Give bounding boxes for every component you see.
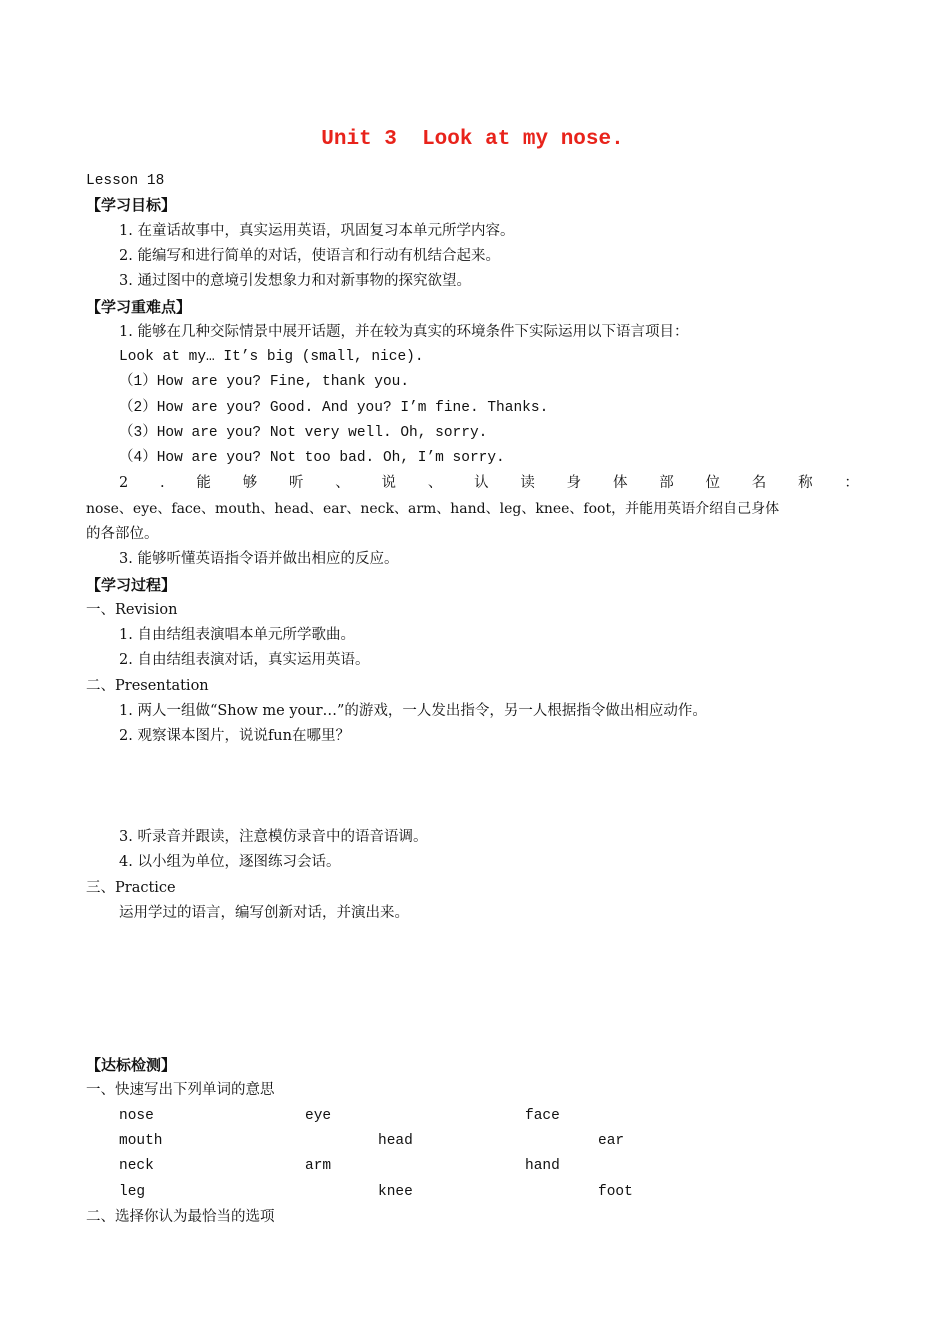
presentation-label: 二、Presentation	[86, 678, 209, 694]
revision-item: 1. 自由结组表演唱本单元所学歌曲。	[119, 627, 355, 643]
presentation-item: 1. 两人一组做“Show me your…”的游戏，一人发出指令，另一人根据指令做出相应动作。	[119, 703, 707, 719]
spread-char: 、	[335, 475, 350, 491]
revision-item: 2. 自由结组表演对话，真实运用英语。	[119, 652, 370, 668]
objectives-heading: 【学习目标】	[86, 196, 177, 214]
spread-char: 听	[288, 475, 304, 491]
spread-char: 位	[705, 475, 720, 491]
keypoint-item-2-end: 的各部位。	[86, 526, 159, 542]
vocab-word: face	[525, 1108, 560, 1124]
spread-char: 身	[566, 475, 582, 491]
spread-char: 、	[427, 475, 443, 491]
spread-char: 体	[612, 475, 628, 491]
objective-item: 3. 通过图中的意境引发想象力和对新事物的探究欲望。	[119, 273, 471, 289]
spread-char: 称	[798, 475, 813, 491]
revision-label: 一、Revision	[86, 602, 178, 618]
vocab-word: neck	[119, 1158, 154, 1174]
process-heading: 【学习过程】	[86, 576, 177, 594]
spread-char: 读	[520, 475, 535, 491]
spread-char: 说	[381, 475, 397, 491]
spread-char: 能	[196, 475, 211, 491]
dialog-line: （1）How are you? Fine, thank you.	[119, 374, 410, 390]
vocab-word: knee	[378, 1184, 413, 1200]
vocab-word: ear	[598, 1133, 625, 1149]
keypoint-item: 1. 能够在几种交际情景中展开话题，并在较为真实的环境条件下实际运用以下语言项目：	[119, 324, 689, 340]
language-pattern: Look at my… It’s big (small, nice).	[119, 349, 424, 365]
presentation-item: 4. 以小组为单位，逐图练习会话。	[119, 854, 341, 870]
spread-char: 认	[474, 475, 489, 491]
dialog-line: （3）How are you? Not very well. Oh, sorry.	[119, 425, 488, 441]
spread-char: 部	[659, 475, 674, 491]
practice-label: 三、Practice	[86, 880, 176, 896]
vocab-word: eye	[305, 1108, 332, 1124]
page-title: Unit 3 Look at my nose.	[321, 128, 624, 151]
dialog-line: （4）How are you? Not too bad. Oh, I’m sorry.	[119, 450, 505, 466]
spread-char: ：	[844, 475, 859, 491]
vocab-word: mouth	[119, 1133, 163, 1149]
test-part-2: 二、选择你认为最恰当的选项	[86, 1209, 275, 1225]
vocab-word: foot	[598, 1184, 633, 1200]
presentation-item: 3. 听录音并跟读，注意模仿录音中的语音语调。	[119, 829, 428, 845]
spread-char: 名	[751, 475, 767, 491]
keypoint-item-2-spread	[119, 473, 859, 493]
practice-text: 运用学过的语言，编写创新对话，并演出来。	[119, 905, 409, 921]
objective-item: 2. 能编写和进行简单的对话，使语言和行动有机结合起来。	[119, 248, 500, 264]
test-heading: 【达标检测】	[86, 1056, 177, 1074]
test-part-1: 一、快速写出下列单词的意思	[86, 1082, 275, 1098]
vocab-word: arm	[305, 1158, 332, 1174]
vocab-word: hand	[525, 1158, 560, 1174]
dialog-line: （2）How are you? Good. And you? I’m fine. Thanks.	[119, 400, 549, 416]
spread-char: .	[160, 475, 165, 491]
vocab-word: head	[378, 1133, 413, 1149]
vocab-word: nose	[119, 1108, 154, 1124]
keypoint-item-2-continued: nose、eye、face、mouth、head、ear、neck、arm、hand、leg、knee、foot，并能用英语介绍自己身体	[86, 501, 780, 517]
objective-item: 1. 在童话故事中，真实运用英语，巩固复习本单元所学内容。	[119, 223, 515, 239]
keypoints-heading: 【学习重难点】	[86, 298, 192, 316]
presentation-item: 2. 观察课本图片，说说fun在哪里？	[119, 728, 350, 744]
spread-char: 2	[119, 475, 129, 491]
lesson-label: Lesson 18	[86, 173, 165, 189]
keypoint-item: 3. 能够听懂英语指令语并做出相应的反应。	[119, 551, 399, 567]
spread-char: 够	[242, 475, 258, 491]
vocab-word: leg	[119, 1184, 146, 1200]
